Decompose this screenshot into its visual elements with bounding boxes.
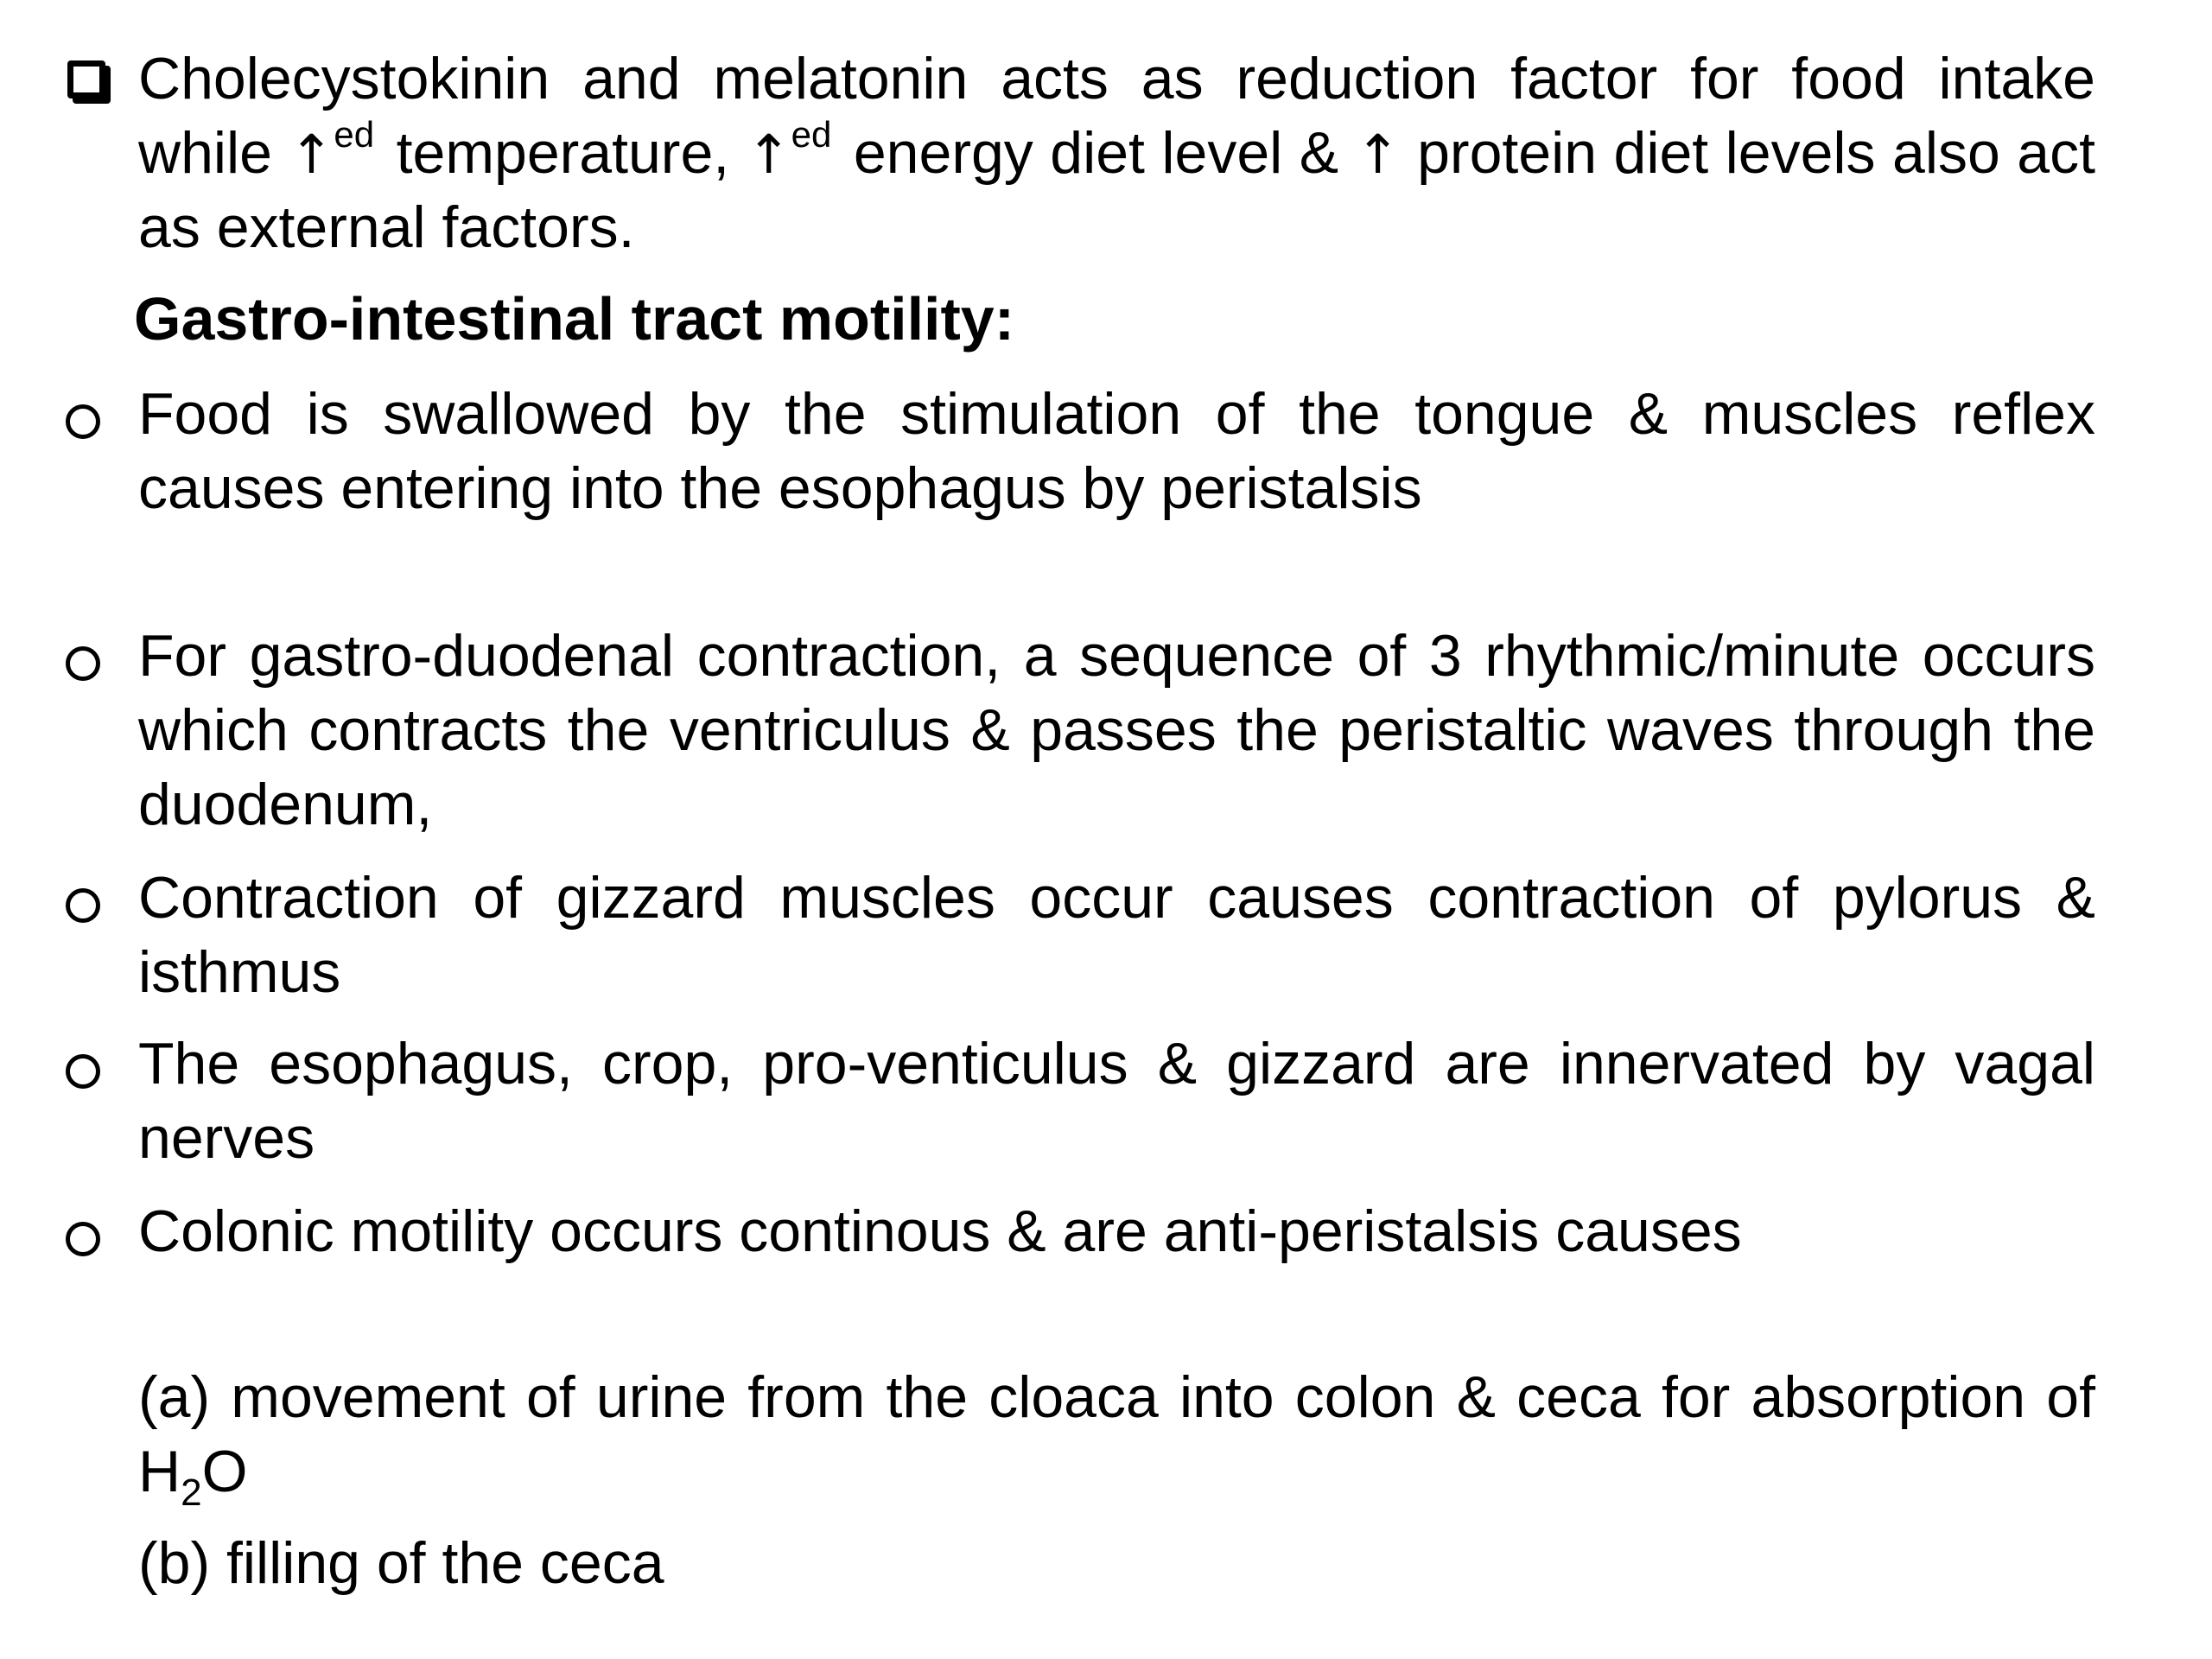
circle-icon xyxy=(66,1054,100,1089)
up-arrow-icon: ↑ xyxy=(746,123,791,186)
circle-bullet-icon xyxy=(60,377,130,439)
text-part: protein diet levels also act as external factors. xyxy=(138,120,2095,260)
text-part: O xyxy=(201,1439,248,1504)
list-item xyxy=(138,861,2095,1009)
circle-icon xyxy=(66,646,100,681)
section-heading: Gastro-intestinal tract motility: xyxy=(134,285,1015,353)
sub-paragraph-text xyxy=(138,1360,2095,1514)
circle-bullet-icon xyxy=(60,1194,130,1256)
superscript: ed xyxy=(791,114,832,155)
list-item xyxy=(138,377,2095,525)
superscript: ed xyxy=(334,114,375,155)
square-bullet-icon xyxy=(60,41,130,99)
list-item xyxy=(138,619,2095,842)
circle-icon xyxy=(66,404,100,439)
list-item-text: Colonic motility occurs continous & are anti-peristalsis causes xyxy=(138,1198,1742,1264)
list-item xyxy=(138,1194,2095,1268)
list-item-text: For gastro-duodenal contraction, a sequence of 3 rhythmic/minute occurs which contracts the ventriculus & passes the peristaltic waves through the duodenum, xyxy=(138,623,2095,837)
list-item-text: Food is swallowed by the stimulation of the tongue & muscles reflex causes entering into the esophagus by peristalsis xyxy=(138,381,2095,521)
sub-paragraph-text: (b) filling of the ceca xyxy=(138,1530,664,1596)
up-arrow-icon: ↑ xyxy=(289,123,334,186)
text-part: Cholecystokinin and melatonin acts as reduction factor for food intake while xyxy=(138,46,2095,186)
square-icon xyxy=(67,60,105,99)
circle-bullet-icon xyxy=(60,861,130,923)
text-part: temperature, xyxy=(379,120,747,186)
bullet-external-factors xyxy=(138,41,2095,264)
subscript: 2 xyxy=(181,1471,202,1514)
list-item-text: The esophagus, crop, pro-venticulus & gizzard are innervated by vagal nerves xyxy=(138,1031,2095,1171)
circle-icon xyxy=(66,1222,100,1256)
text-part: (a) movement of urine from the cloaca into colon & ceca for absorption of H xyxy=(138,1364,2095,1504)
list-item-text: Contraction of gizzard muscles occur causes contraction of pylorus & isthmus xyxy=(138,865,2095,1005)
circle-bullet-icon xyxy=(60,619,130,681)
text-part: energy diet level & xyxy=(836,120,1356,186)
bullet-text xyxy=(138,41,2095,264)
circle-icon xyxy=(66,888,100,923)
list-item xyxy=(138,1027,2095,1175)
up-arrow-icon: ↑ xyxy=(1355,123,1401,186)
circle-bullet-icon xyxy=(60,1027,130,1089)
sub-paragraph-a xyxy=(138,1360,2095,1514)
sub-paragraph-b xyxy=(138,1526,2095,1600)
